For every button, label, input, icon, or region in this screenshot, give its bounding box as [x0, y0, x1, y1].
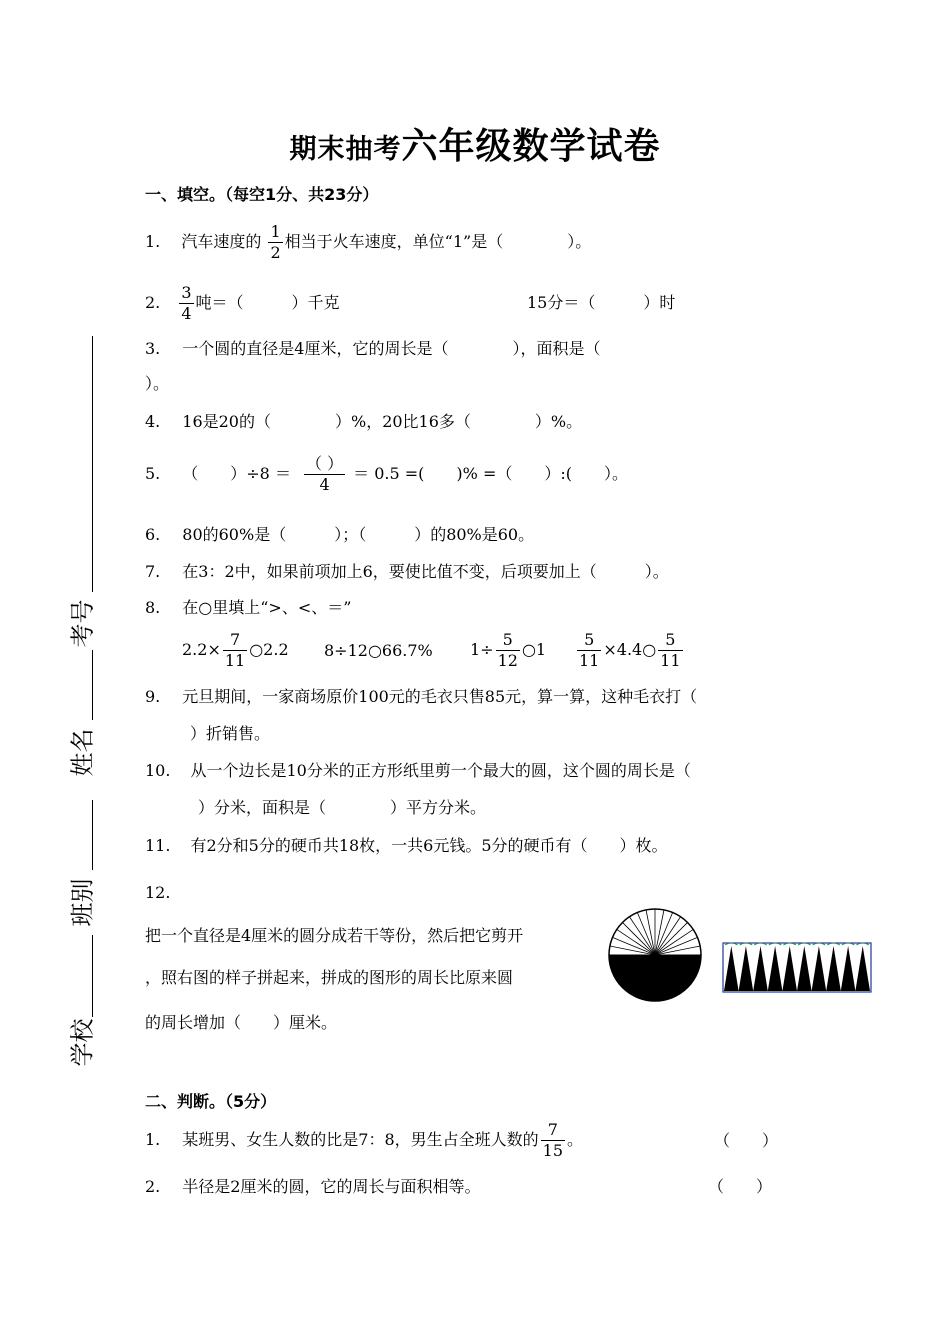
question-11	[145, 835, 668, 857]
question-10	[145, 760, 691, 782]
q5-number: 5.	[145, 464, 161, 483]
section2-heading: 二、判断。（5分）	[145, 1092, 277, 1111]
q8-expr-3: 1÷ $\frac{5}{12}$ ○1	[470, 630, 547, 670]
lower-half-fill	[609, 955, 701, 1001]
q8-number: 8.	[145, 598, 161, 617]
s2q1-text-a: 某班男、女生人数的比是7：8，男生占全班人数的	[182, 1130, 539, 1149]
page-title	[0, 118, 950, 169]
s2q2-number: 2.	[145, 1177, 161, 1196]
q4-number: 4.	[145, 412, 161, 431]
sidebar-name-label: 姓名	[68, 728, 97, 777]
q6-number: 6.	[145, 525, 161, 544]
q10-text-a: 从一个边长是10分米的正方形纸里剪一个最大的圆，这个圆的周长是（	[190, 761, 691, 780]
sector-spokes	[610, 909, 700, 955]
binding-line-2	[92, 432, 93, 592]
question-2	[145, 283, 340, 324]
question-9	[145, 686, 697, 708]
question-8	[145, 597, 351, 619]
q2-text-a: 吨＝（ ）千克	[195, 293, 340, 312]
q1-text-a: 汽车速度的	[181, 232, 262, 251]
sector-spoke	[622, 922, 655, 955]
sidebar-school-label: 学校	[68, 1018, 97, 1067]
s2q1-number: 1.	[145, 1130, 161, 1149]
sidebar-number-label: 考号	[68, 599, 97, 648]
title-part2: 六年级数学试卷	[401, 125, 661, 167]
q12-line-2: ，照右图的样子拼起来，拼成的图形的周长比原来圆	[145, 968, 514, 987]
q2-number: 2.	[145, 293, 161, 312]
s2q1-answer-paren: （ ）	[714, 1131, 779, 1150]
q8-expr-1: 2.2× $\frac{7}{11}$ ○2.2	[182, 630, 289, 670]
q3-number: 3.	[145, 339, 161, 358]
q7-number: 7.	[145, 562, 161, 581]
question-1	[145, 222, 591, 263]
binding-line-4	[92, 800, 93, 870]
q12-line-3: 的周长增加（ ）厘米。	[145, 1013, 338, 1032]
title-part1: 期末抽考	[289, 134, 402, 165]
question-5	[145, 454, 628, 495]
q2-text-b: 15分＝（ ）时	[527, 293, 676, 312]
q9-text-a: 元旦期间，一家商场原价100元的毛衣只售85元，算一算，这种毛衣打（	[182, 687, 698, 706]
section1-heading: 一、填空。（每空1分、共23分）	[145, 185, 379, 204]
q12-line-1: 把一个直径是4厘米的圆分成若干等份，然后把它剪开	[145, 926, 524, 945]
q7-text: 在3：2中，如果前项加上6，要使比值不变，后项要加上（ ）。	[182, 562, 669, 581]
q8-text: 在○里填上“>、<、＝”	[182, 598, 352, 617]
question-7	[145, 561, 669, 583]
s2q2-text: 半径是2厘米的圆，它的周长与面积相等。	[182, 1177, 481, 1196]
q10-text-b: ）分米，面积是（ ）平方分米。	[198, 798, 487, 817]
q3-text-b: ）。	[145, 374, 170, 393]
question-3	[145, 338, 600, 360]
q4-text: 16是20的（ ）%，20比16多（ ）%。	[182, 412, 583, 431]
binding-line-1	[92, 336, 93, 432]
sector-spoke	[655, 922, 688, 955]
q5-text-a: （ ）÷8 ＝	[182, 464, 291, 483]
q12-number: 12.	[145, 883, 171, 902]
binding-line-3	[92, 650, 93, 720]
q3-text-a: 一个圆的直径是4厘米，它的周长是（ ），面积是（	[182, 339, 601, 358]
s2q1-text-b: 。	[567, 1130, 584, 1149]
question-6	[145, 524, 534, 546]
sidebar-class-label: 班别	[68, 878, 97, 927]
q9-text-b: ）折销售。	[190, 724, 271, 743]
q1-fraction: $\frac{1}{2}$	[270, 222, 281, 262]
s2q1-fraction: $\frac{7}{15}$	[542, 1120, 563, 1160]
binding-line-5	[92, 935, 93, 1017]
q1-text-b: 相当于火车速度，单位“1”是（ ）。	[284, 232, 592, 251]
q5-text-b: ＝ 0.5 =( )% =（ ）:( ）。	[353, 464, 628, 483]
q2-fraction: $\frac{3}{4}$	[181, 283, 192, 323]
q11-number: 11.	[145, 836, 171, 855]
judge-question-2	[145, 1176, 480, 1198]
q8-expr-2: 8÷12○66.7%	[324, 641, 433, 660]
q1-number: 1.	[145, 232, 161, 251]
q11-text: 有2分和5分的硬币共18枚，一共6元钱。5分的硬币有（ ）枚。	[190, 836, 668, 855]
q10-number: 10.	[145, 761, 171, 780]
q5-fraction: $\frac{( )}{4}$	[306, 454, 344, 494]
q6-text: 80的60%是（ ）；（ ）的80%是60。	[182, 525, 535, 544]
rearranged-strip-figure	[722, 942, 872, 994]
q9-number: 9.	[145, 687, 161, 706]
circle-sectors-figure	[604, 904, 706, 1006]
q8-expr-4: $\frac{5}{11}$ ×4.4○ $\frac{5}{11}$	[579, 630, 681, 670]
judge-question-1	[145, 1120, 583, 1161]
s2q2-answer-paren: （ ）	[708, 1177, 773, 1196]
question-4	[145, 411, 582, 433]
